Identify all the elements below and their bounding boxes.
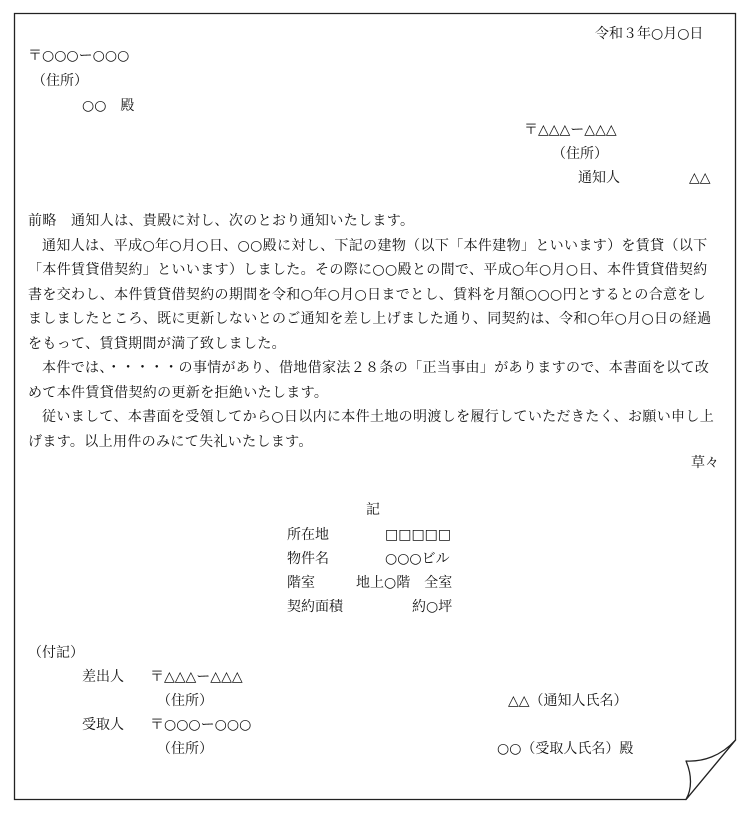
record-label: 階室 [287, 575, 315, 591]
record-value: □□□□□ [385, 527, 452, 543]
annex-sender-label: 差出人 [82, 669, 124, 685]
annex-receiver-address: （住所） [157, 741, 213, 757]
annex-sender-address: （住所） [157, 693, 213, 709]
recipient-name: ○○ 殿 [82, 98, 135, 114]
sender-address: （住所） [552, 146, 608, 162]
record-value: 地上○階 全室 [356, 575, 453, 591]
annex-receiver-postal: 〒○○○ー○○○ [150, 717, 252, 733]
paragraph-contract: 通知人は、平成○年○月○日、○○殿に対し、下記の建物（以下「本件建物」といいます）を賃貸（以下「本件賃貸借契約」といいます）しました。その際に○○殿との間で、平成○年○月○日、本件賃貸借契約書を交わし、本件賃貸借契約の期間を令和○年○月○日までとし、賃料を月額○○○円とするとの合意をしましましたところ、既に更新しないとのご通知を差し上げました通り、同契約は、令和○年○月○日の経過をもって、賃貸期間が満了致しました。 [28, 237, 712, 352]
opening-line: 前略 通知人は、貴殿に対し、次のとおり通知いたします。 [28, 213, 415, 229]
sender-name: △△ [689, 170, 711, 186]
annex-heading: （付記） [28, 645, 84, 661]
notice-date: 令和３年○月○日 [595, 26, 704, 42]
paragraph-request: 従いまして、本書面を受領してから○日以内に本件土地の明渡しを履行していただきたく、お願い申し上げます。以上用件のみにて失礼いたします。 [28, 409, 715, 450]
record-label: 物件名 [287, 551, 329, 567]
sender-postal: 〒△△△ー△△△ [524, 122, 617, 138]
sender-role: 通知人 [578, 170, 620, 186]
record-value: ○○○ビル [385, 551, 450, 567]
closing-phrase: 草々 [691, 455, 719, 471]
record-heading: 記 [366, 502, 380, 518]
record-label: 契約面積 [287, 599, 343, 615]
annex-receiver-name: ○○（受取人氏名）殿 [497, 741, 634, 757]
paragraph-justification: 本件では、・・・・・の事情があり、借地借家法２８条の「正当事由」がありますので、本書面を以て改めて本件賃貸借契約の更新を拒絶いたします。 [28, 360, 710, 401]
annex-receiver-label: 受取人 [82, 717, 124, 733]
record-value: 約○坪 [412, 599, 453, 615]
recipient-postal: 〒○○○ー○○○ [28, 48, 130, 64]
record-label: 所在地 [287, 527, 329, 543]
annex-sender-postal: 〒△△△ー△△△ [150, 669, 243, 685]
annex-sender-name: △△（通知人氏名） [508, 693, 628, 709]
notice-body [28, 209, 720, 454]
recipient-address: （住所） [32, 73, 88, 89]
